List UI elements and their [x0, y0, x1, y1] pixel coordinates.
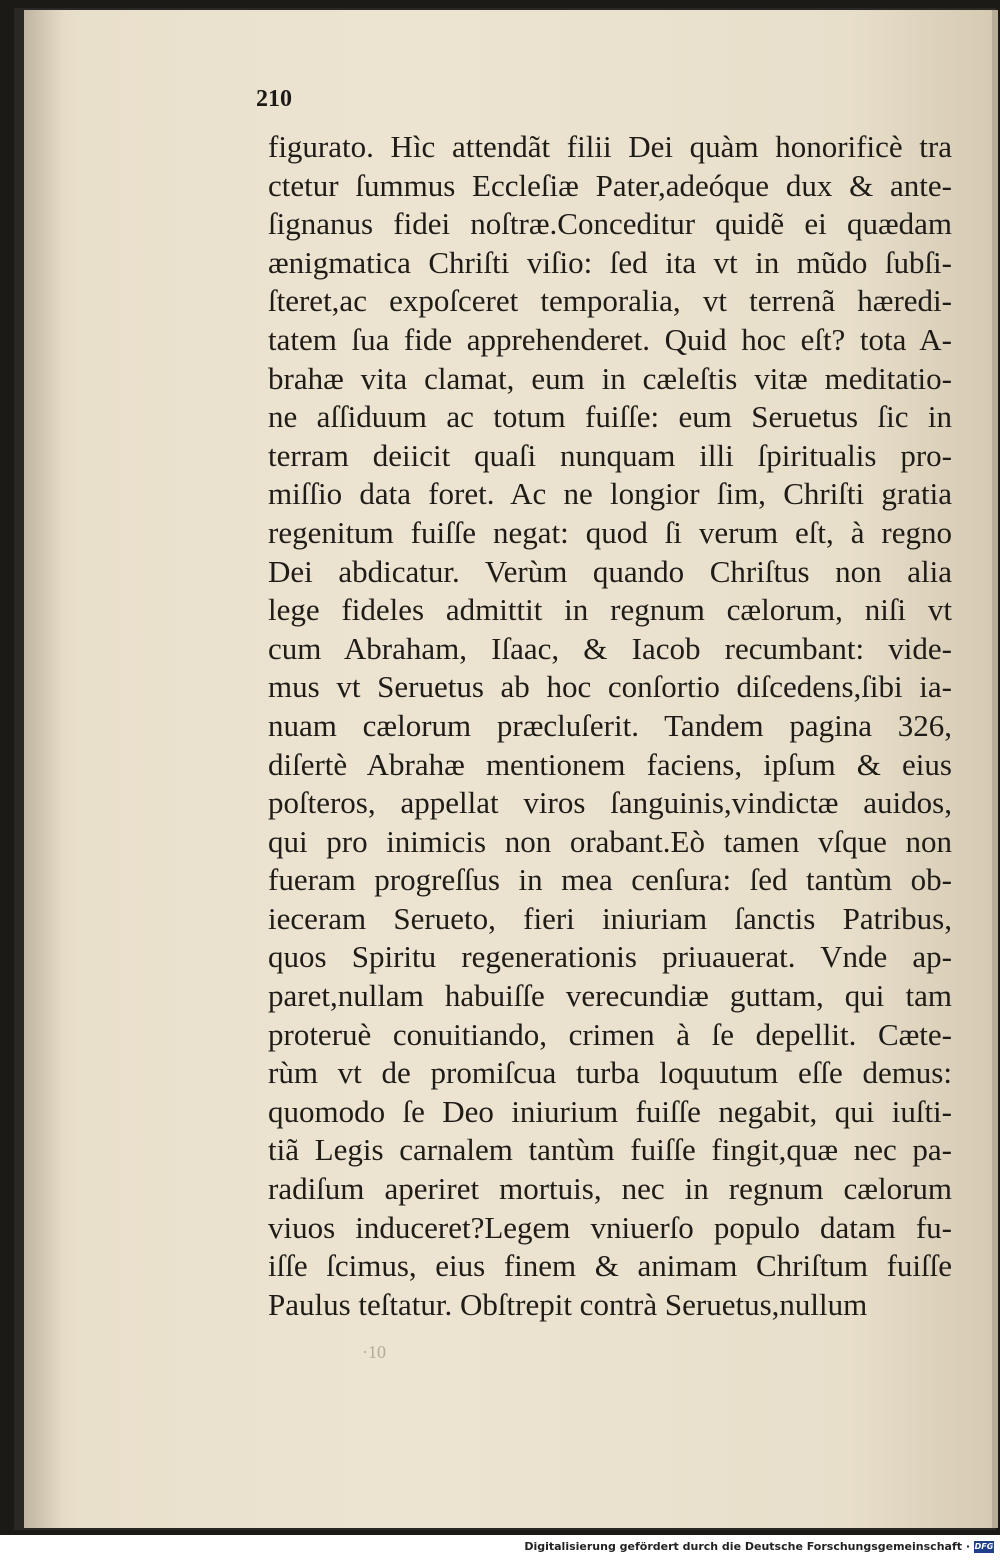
dfg-logo-icon: DFG [974, 1542, 994, 1551]
text-line: ænigmatica Chriſti viſio: ſed ita vt in mũdo ſubſi- [268, 244, 952, 280]
text-line: quos Spiritu regenerationis priuauerat. Vnde ap- [268, 939, 952, 975]
text-line: ctetur ſummus Eccleſiæ Pater,adeóque dux & ante- [268, 167, 952, 203]
text-line: tiã Legis carnalem tantùm fuiſſe fingit,quæ nec pa- [268, 1132, 952, 1168]
text-line: paret,nullam habuiſſe verecundiæ guttam, qui tam [268, 978, 952, 1014]
text-line: fueram progreſſus in mea cenſura: ſed tantùm ob- [268, 862, 952, 898]
text-line: mus vt Seruetus ab hoc conſortio diſcedens,ſibi ia- [268, 669, 952, 705]
text-line: ieceram Serueto, fieri iniuriam ſanctis Patribus, [268, 900, 952, 936]
text-line: rùm vt de promiſcua turba loquutum eſſe demus: [268, 1055, 952, 1091]
text-line: miſſio data foret. Ac ne longior ſim, Chriſti gratia [268, 476, 952, 512]
text-line: iſſe ſcimus, eius finem & animam Chriſtum fuiſſe [268, 1248, 952, 1284]
text-line: poſteros, appellat viros ſanguinis,vindictæ auidos, [268, 785, 952, 821]
text-line: quomodo ſe Deo iniurium fuiſſe negabit, qui iuſti- [268, 1093, 952, 1129]
text-line: lege fideles admittit in regnum cælorum, niſi vt [268, 592, 952, 628]
page-number: 210 [256, 86, 292, 112]
text-line: radiſum aperiret mortuis, nec in regnum cælorum [268, 1171, 952, 1207]
text-line: Paulus teſtatur. Obſtrepit contrà Seruetus,nullum [268, 1286, 868, 1322]
text-line: qui pro inimicis non orabant.Eò tamen vſque non [268, 823, 952, 859]
page-body-text [268, 128, 952, 1324]
text-line: terram deiicit quaſi nunquam illi ſpiritualis pro- [268, 437, 952, 473]
funding-credit: Digitalisierung gefördert durch die Deutsche Forschungsgemeinschaft · [524, 1540, 970, 1553]
text-line: proteruè conuitiando, crimen à ſe depellit. Cæte- [268, 1016, 952, 1052]
text-line: diſertè Abrahæ mentionem faciens, ipſum & eius [268, 746, 952, 782]
text-line: regenitum fuiſſe negat: quod ſi verum eſt, à regno [268, 514, 952, 550]
text-line: Dei abdicatur. Verùm quando Chriſtus non alia [268, 553, 952, 589]
text-line: ſteret,ac expoſceret temporalia, vt terrenã hæredi- [268, 283, 952, 319]
text-line: figurato. Hìc attendãt filii Dei quàm honorificè tra [268, 129, 952, 164]
text-line: viuos induceret?Legem vniuerſo populo datam fu- [268, 1209, 952, 1245]
gutter-shadow [24, 10, 64, 1528]
text-line: nuam cælorum præcluſerit. Tandem pagina 326, [268, 707, 952, 743]
text-line: ſignanus fidei noſtræ.Conceditur quidẽ ei quædam [268, 206, 952, 242]
text-line: cum Abraham, Iſaac, & Iacob recumbant: vide- [268, 630, 952, 666]
text-line: brahæ vita clamat, eum in cæleſtis vitæ meditatio- [268, 360, 952, 396]
text-line: tatem ſua fide apprehenderet. Quid hoc eſt? tota A- [268, 321, 952, 357]
text-line: ne aſſiduum ac totum fuiſſe: eum Seruetus ſic in [268, 399, 952, 435]
footer-mark: ·10 [362, 1342, 386, 1362]
